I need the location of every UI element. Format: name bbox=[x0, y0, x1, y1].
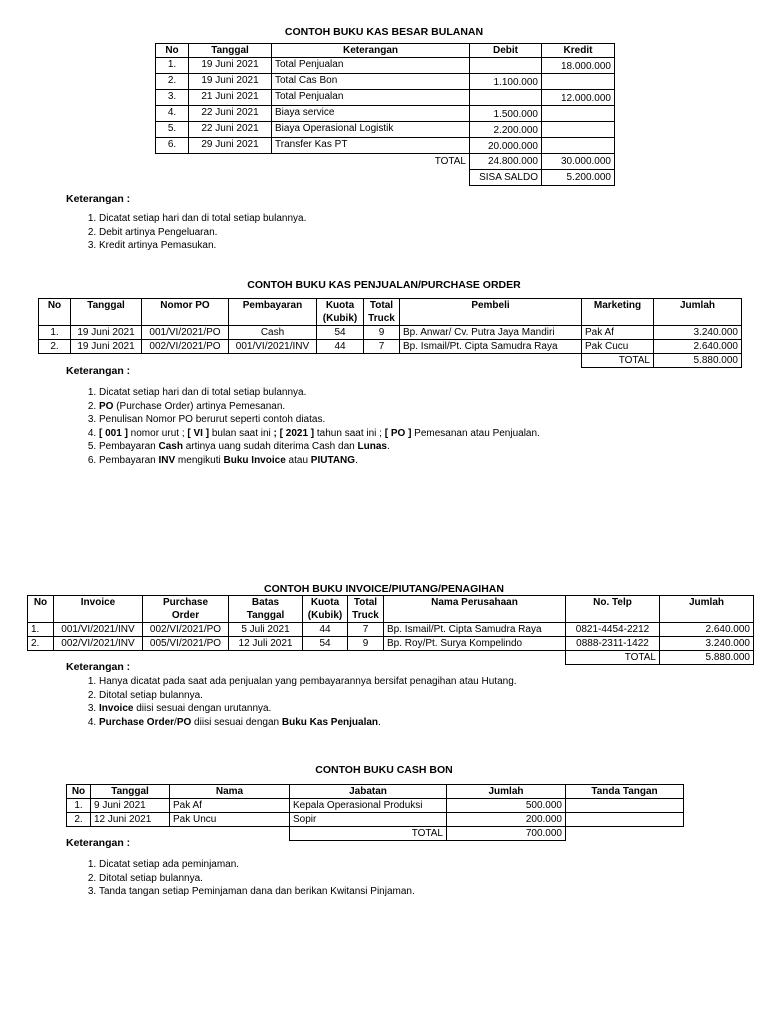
cell-no: 2. bbox=[39, 340, 71, 354]
cell-tanggal: 12 Juni 2021 bbox=[91, 813, 170, 827]
col-header-no: No bbox=[156, 44, 189, 58]
invoice-table bbox=[27, 595, 754, 665]
note-text: . bbox=[355, 454, 358, 466]
col-header-po-line2: Order bbox=[171, 610, 200, 621]
col-header-truck-line2: Truck bbox=[352, 610, 379, 621]
table-row bbox=[39, 340, 742, 354]
cell-telp: 0888-2311-1422 bbox=[566, 637, 660, 651]
col-header-pembeli: Pembeli bbox=[400, 299, 582, 326]
col-header-jumlah: Jumlah bbox=[447, 785, 566, 799]
cash-bon-notes bbox=[66, 858, 415, 899]
col-header-kuota-line1: Kuota bbox=[325, 300, 355, 311]
cash-bon-table bbox=[66, 784, 684, 841]
cell-no: 5. bbox=[156, 122, 189, 138]
note-bold: PIUTANG bbox=[310, 454, 356, 466]
list-item: 1. Dicatat setiap hari dan di total setiap bulannya. bbox=[99, 212, 306, 226]
cell-jumlah: 500.000 bbox=[447, 799, 566, 813]
cell-kredit bbox=[542, 106, 615, 122]
col-header-invoice: Invoice bbox=[54, 596, 143, 623]
col-header-tanggal: Tanggal bbox=[189, 44, 272, 58]
cell-no: 1. bbox=[28, 623, 54, 637]
col-header-debit: Debit bbox=[470, 44, 542, 58]
table-row bbox=[67, 799, 684, 813]
table-header-row bbox=[67, 785, 684, 799]
cell-tanggal: 29 Juni 2021 bbox=[189, 138, 272, 154]
note-bold: Purchase Order bbox=[99, 716, 175, 728]
cell-kuota: 54 bbox=[303, 637, 348, 651]
list-item bbox=[99, 400, 540, 414]
cell-tanggal: 22 Juni 2021 bbox=[189, 122, 272, 138]
col-header-keterangan: Keterangan bbox=[272, 44, 470, 58]
table-row bbox=[156, 74, 615, 90]
note-text: Hanya dicatat pada saat ada penjualan yang pembayarannya bersifat penagihan atau Hutang. bbox=[99, 676, 517, 687]
list-item bbox=[99, 716, 517, 730]
cell-marketing: Pak Af bbox=[582, 326, 654, 340]
cell-no: 1. bbox=[67, 799, 91, 813]
col-header-tanda-tangan: Tanda Tangan bbox=[566, 785, 684, 799]
table-row bbox=[156, 106, 615, 122]
total-row bbox=[156, 154, 615, 170]
cell-tanggal: 19 Juni 2021 bbox=[71, 326, 142, 340]
cell-keterangan: Biaya service bbox=[272, 106, 470, 122]
note-text: . bbox=[378, 716, 381, 728]
total-row bbox=[39, 354, 742, 368]
cell-kredit: 12.000.000 bbox=[542, 90, 615, 106]
invoice-keterangan-title: Keterangan : bbox=[66, 661, 131, 673]
col-header-kredit: Kredit bbox=[542, 44, 615, 58]
list-item bbox=[99, 413, 540, 427]
note-bold: Buku Invoice bbox=[223, 454, 286, 466]
cell-jabatan: Sopir bbox=[290, 813, 447, 827]
cell-debit bbox=[470, 58, 542, 74]
cell-kredit bbox=[542, 122, 615, 138]
table-header-row bbox=[39, 299, 742, 326]
col-header-truck-line2: Truck bbox=[368, 313, 395, 324]
table-row bbox=[156, 90, 615, 106]
note-text: Pembayaran bbox=[99, 454, 159, 466]
list-item bbox=[99, 702, 517, 716]
list-item: 2. Debit artinya Pengeluaran. bbox=[99, 226, 306, 240]
col-header-truck-line1: Total bbox=[353, 597, 378, 608]
note-bold: Lunas bbox=[357, 441, 387, 452]
kas-penjualan-keterangan-title: Keterangan : bbox=[66, 365, 131, 377]
cell-no: 2. bbox=[28, 637, 54, 651]
table-row bbox=[156, 138, 615, 154]
cell-tanggal: 22 Juni 2021 bbox=[189, 106, 272, 122]
cell-truck: 9 bbox=[348, 637, 384, 651]
note-text: Penulisan Nomor PO berurut seperti contoh diatas. bbox=[99, 414, 326, 425]
col-header-marketing: Marketing bbox=[582, 299, 654, 326]
cell-truck: 9 bbox=[364, 326, 400, 340]
kas-besar-keterangan-title: Keterangan : bbox=[66, 193, 131, 205]
cell-pembeli: Bp. Anwar/ Cv. Putra Jaya Mandiri bbox=[400, 326, 582, 340]
cell-keterangan: Total Penjualan bbox=[272, 90, 470, 106]
cell-perusahaan: Bp. Ismail/Pt. Cipta Samudra Raya bbox=[384, 623, 566, 637]
cell-marketing: Pak Cucu bbox=[582, 340, 654, 354]
cell-keterangan: Biaya Operasional Logistik bbox=[272, 122, 470, 138]
cell-tanda-tangan bbox=[566, 813, 684, 827]
col-header-truck-line1: Total bbox=[369, 300, 394, 311]
note-bold: ; [ 2021 ] bbox=[273, 427, 315, 439]
col-header-no: No bbox=[28, 596, 54, 623]
kas-penjualan-title: CONTOH BUKU KAS PENJUALAN/PURCHASE ORDER bbox=[247, 279, 521, 291]
cell-no: 2. bbox=[156, 74, 189, 90]
cell-tanggal: 21 Juni 2021 bbox=[189, 90, 272, 106]
total-spacer-right bbox=[566, 827, 684, 841]
cell-keterangan: Total Penjualan bbox=[272, 58, 470, 74]
note-text: / bbox=[174, 716, 177, 728]
cell-jumlah: 2.640.000 bbox=[654, 340, 742, 354]
cell-tanggal: 19 Juni 2021 bbox=[71, 340, 142, 354]
cell-no: 2. bbox=[67, 813, 91, 827]
total-kredit: 30.000.000 bbox=[542, 154, 615, 170]
col-header-perusahaan: Nama Perusahaan bbox=[384, 596, 566, 623]
col-header-kuota bbox=[317, 299, 364, 326]
cell-tanda-tangan bbox=[566, 799, 684, 813]
cell-invoice: 001/VI/2021/INV bbox=[54, 623, 143, 637]
cell-invoice: 002/VI/2021/INV bbox=[54, 637, 143, 651]
cash-bon-keterangan-title: Keterangan : bbox=[66, 837, 131, 849]
kas-besar-table bbox=[155, 43, 615, 186]
note-text: mengikuti bbox=[175, 454, 224, 466]
col-header-jumlah: Jumlah bbox=[660, 596, 754, 623]
cell-batas: 12 Juli 2021 bbox=[229, 637, 303, 651]
note-bold: [ PO ] bbox=[384, 427, 412, 439]
total-value: 5.880.000 bbox=[654, 354, 742, 368]
cell-debit bbox=[470, 90, 542, 106]
note-bold: [ 001 ] bbox=[99, 427, 128, 439]
cell-telp: 0821-4454-2212 bbox=[566, 623, 660, 637]
table-header-row bbox=[28, 596, 754, 623]
note-bold: Buku Kas Penjualan bbox=[281, 716, 379, 728]
saldo-value: 5.200.000 bbox=[542, 170, 615, 186]
col-header-nama: Nama bbox=[170, 785, 290, 799]
note-text: tahun saat ini ; bbox=[314, 427, 385, 439]
cell-tanggal: 19 Juni 2021 bbox=[189, 74, 272, 90]
cell-no: 1. bbox=[156, 58, 189, 74]
note-bold: [ VI ] bbox=[187, 427, 210, 439]
col-header-batas-line1: Batas bbox=[251, 597, 280, 608]
col-header-purchase-order bbox=[143, 596, 229, 623]
list-item: 3. Kredit artinya Pemasukan. bbox=[99, 239, 306, 253]
list-item: 1. Dicatat setiap ada peminjaman. bbox=[99, 858, 415, 872]
cell-keterangan: Total Cas Bon bbox=[272, 74, 470, 90]
col-header-telp: No. Telp bbox=[566, 596, 660, 623]
table-header-row bbox=[156, 44, 615, 58]
col-header-truck bbox=[364, 299, 400, 326]
total-label: TOTAL bbox=[582, 354, 654, 368]
total-debit: 24.800.000 bbox=[470, 154, 542, 170]
cell-po: 002/VI/2021/PO bbox=[143, 623, 229, 637]
col-header-po-line1: Purchase bbox=[162, 597, 209, 608]
saldo-label: SISA SALDO bbox=[470, 170, 542, 186]
total-value: 5.880.000 bbox=[660, 651, 754, 665]
cell-nama: Pak Uncu bbox=[170, 813, 290, 827]
table-row bbox=[156, 122, 615, 138]
list-item bbox=[99, 440, 540, 454]
cell-perusahaan: Bp. Roy/Pt. Surya Kompelindo bbox=[384, 637, 566, 651]
cell-kredit: 18.000.000 bbox=[542, 58, 615, 74]
col-header-kuota-line1: Kuota bbox=[310, 597, 340, 608]
list-item bbox=[99, 689, 517, 703]
col-header-kuota-line2: (Kubik) bbox=[322, 313, 358, 324]
list-item: 3. Tanda tangan setiap Peminjaman dana dan berikan Kwitansi Pinjaman. bbox=[99, 885, 415, 899]
cell-kuota: 54 bbox=[317, 326, 364, 340]
total-label: TOTAL bbox=[290, 827, 447, 841]
cell-jumlah: 3.240.000 bbox=[654, 326, 742, 340]
cell-po: 005/VI/2021/PO bbox=[143, 637, 229, 651]
cell-debit: 20.000.000 bbox=[470, 138, 542, 154]
kas-penjualan-table bbox=[38, 298, 742, 368]
table-row bbox=[67, 813, 684, 827]
kas-besar-notes bbox=[66, 212, 306, 253]
cell-jumlah: 2.640.000 bbox=[660, 623, 754, 637]
cell-pembeli: Bp. Ismail/Pt. Cipta Samudra Raya bbox=[400, 340, 582, 354]
cell-batas: 5 Juli 2021 bbox=[229, 623, 303, 637]
col-header-pembayaran: Pembayaran bbox=[229, 299, 317, 326]
cell-debit: 1.500.000 bbox=[470, 106, 542, 122]
kas-penjualan-notes bbox=[66, 386, 540, 467]
note-text: . bbox=[386, 441, 390, 452]
cell-no: 3. bbox=[156, 90, 189, 106]
cell-kuota: 44 bbox=[303, 623, 348, 637]
note-text: Ditotal setiap bulannya. bbox=[99, 689, 203, 701]
note-bold: PO bbox=[176, 716, 192, 728]
note-text: nomor urut ; bbox=[127, 427, 188, 439]
cell-jumlah: 3.240.000 bbox=[660, 637, 754, 651]
cell-pembayaran: 001/VI/2021/INV bbox=[229, 340, 317, 354]
list-item bbox=[99, 427, 540, 441]
note-text: diisi sesuai dengan urutannya. bbox=[133, 703, 272, 714]
col-header-kuota-line2: (Kubik) bbox=[307, 610, 343, 621]
list-item: 2. Ditotal setiap bulannya. bbox=[99, 872, 415, 886]
cell-jabatan: Kepala Operasional Produksi bbox=[290, 799, 447, 813]
table-row bbox=[28, 623, 754, 637]
note-text: (Purchase Order) artinya Pemesanan. bbox=[113, 400, 286, 412]
col-header-tanggal: Tanggal bbox=[71, 299, 142, 326]
note-text: Pemesanan atau Penjualan. bbox=[411, 427, 540, 439]
note-text: diisi sesuai dengan bbox=[191, 716, 282, 728]
total-value: 700.000 bbox=[447, 827, 566, 841]
col-header-tanggal: Tanggal bbox=[91, 785, 170, 799]
cell-truck: 7 bbox=[364, 340, 400, 354]
col-header-batas-tanggal bbox=[229, 596, 303, 623]
note-text: atau bbox=[285, 454, 311, 466]
cell-keterangan: Transfer Kas PT bbox=[272, 138, 470, 154]
cell-no: 4. bbox=[156, 106, 189, 122]
note-bold: Cash bbox=[158, 441, 183, 452]
cell-tanggal: 9 Juni 2021 bbox=[91, 799, 170, 813]
cell-no: 6. bbox=[156, 138, 189, 154]
invoice-title: CONTOH BUKU INVOICE/PIUTANG/PENAGIHAN bbox=[264, 583, 504, 595]
invoice-notes bbox=[66, 675, 517, 729]
saldo-spacer bbox=[156, 170, 470, 186]
cell-nomor-po: 001/VI/2021/PO bbox=[142, 326, 229, 340]
saldo-row bbox=[156, 170, 615, 186]
col-header-jumlah: Jumlah bbox=[654, 299, 742, 326]
note-text: Dicatat setiap hari dan di total setiap bulannya. bbox=[99, 387, 307, 398]
table-row bbox=[39, 326, 742, 340]
note-text: bulan saat ini bbox=[209, 427, 274, 439]
cell-kredit bbox=[542, 138, 615, 154]
cell-pembayaran: Cash bbox=[229, 326, 317, 340]
col-header-kuota bbox=[303, 596, 348, 623]
total-label: TOTAL bbox=[156, 154, 470, 170]
col-header-nomor-po: Nomor PO bbox=[142, 299, 229, 326]
col-header-truck bbox=[348, 596, 384, 623]
note-bold: Invoice bbox=[99, 703, 134, 714]
total-label: TOTAL bbox=[566, 651, 660, 665]
cell-nomor-po: 002/VI/2021/PO bbox=[142, 340, 229, 354]
cell-kredit bbox=[542, 74, 615, 90]
total-row bbox=[67, 827, 684, 841]
col-header-no: No bbox=[39, 299, 71, 326]
kas-besar-title: CONTOH BUKU KAS BESAR BULANAN bbox=[284, 26, 484, 38]
total-row bbox=[28, 651, 754, 665]
note-bold: PO bbox=[99, 400, 114, 412]
col-header-jabatan: Jabatan bbox=[290, 785, 447, 799]
list-item bbox=[99, 675, 517, 689]
cell-no: 1. bbox=[39, 326, 71, 340]
cell-truck: 7 bbox=[348, 623, 384, 637]
note-text: artinya uang sudah diterima Cash dan bbox=[182, 441, 358, 452]
table-row bbox=[28, 637, 754, 651]
cell-tanggal: 19 Juni 2021 bbox=[189, 58, 272, 74]
note-bold: INV bbox=[158, 454, 176, 466]
note-text: Pembayaran bbox=[99, 441, 159, 452]
col-header-batas-line2: Tanggal bbox=[246, 610, 285, 621]
table-row bbox=[156, 58, 615, 74]
cell-debit: 2.200.000 bbox=[470, 122, 542, 138]
cell-debit: 1.100.000 bbox=[470, 74, 542, 90]
cell-nama: Pak Af bbox=[170, 799, 290, 813]
cash-bon-title: CONTOH BUKU CASH BON bbox=[315, 764, 453, 776]
list-item bbox=[99, 454, 540, 468]
col-header-no: No bbox=[67, 785, 91, 799]
cell-kuota: 44 bbox=[317, 340, 364, 354]
cell-jumlah: 200.000 bbox=[447, 813, 566, 827]
list-item bbox=[99, 386, 540, 400]
